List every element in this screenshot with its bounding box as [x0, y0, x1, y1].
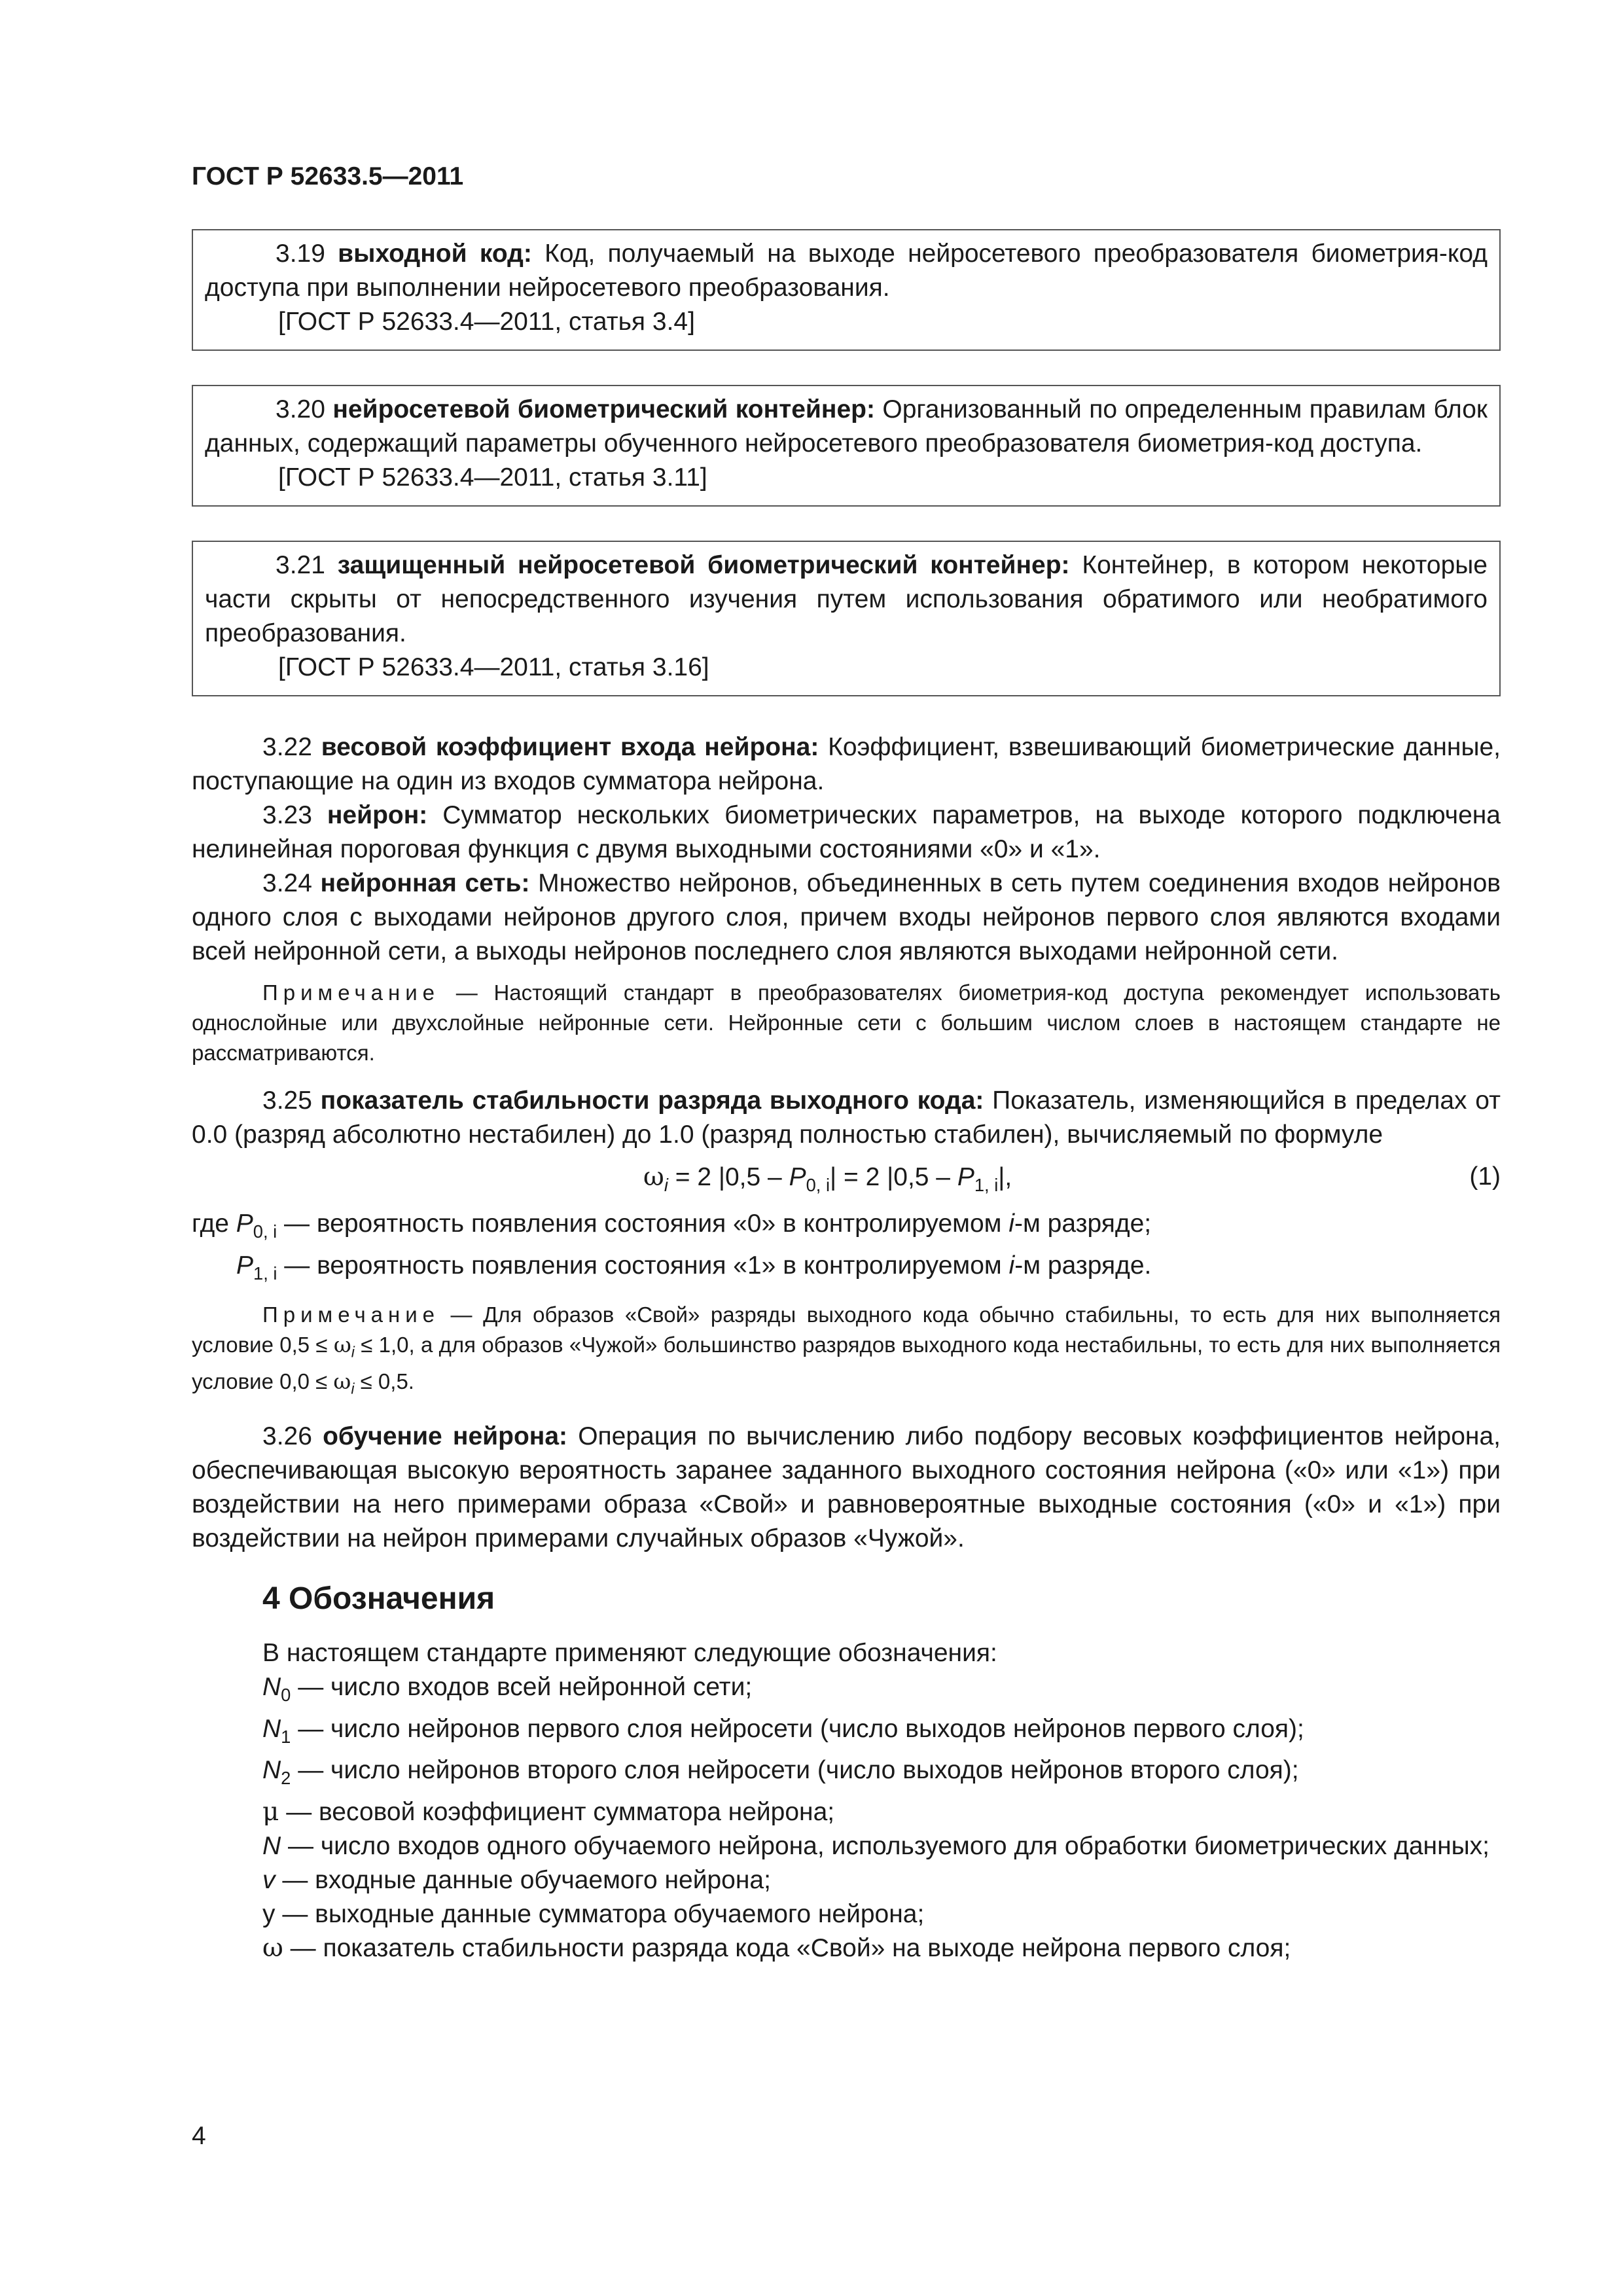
term-box-3-20: [192, 385, 1501, 507]
symbol-n1: [192, 1712, 1501, 1754]
page-number: 4: [192, 2122, 206, 2150]
symbol-mu: [192, 1795, 1501, 1829]
where-lead: где: [192, 1210, 236, 1238]
note-1: [192, 978, 1501, 1068]
symbol-text: — число нейронов первого слоя нейросети (число выходов нейронов первого слоя);: [291, 1714, 1304, 1743]
term-3-22: [192, 730, 1501, 798]
symbol-omega: [192, 1931, 1501, 1965]
formula-number: (1): [1469, 1162, 1501, 1191]
symbol: ω: [262, 1933, 283, 1964]
term-number: 3.25: [262, 1086, 321, 1115]
term-source: [ГОСТ Р 52633.4—2011, статья 3.16]: [278, 653, 709, 681]
note-label: Примечание: [262, 1302, 440, 1327]
note-2: [192, 1300, 1501, 1404]
formula-part: | = 2 |0,5 –: [830, 1163, 957, 1191]
term-title: показатель стабильности разряда выходного кода:: [320, 1086, 984, 1115]
term-definition: Операция по вычислению либо подбору весовых коэффициентов нейрона, обеспечивающая высокую вероятность заранее заданного выходного состояния нейрона («0» или «1») при воздействии на него примерами образа «Свой» и равновероятные выходные состояния («0» и «1») при воздействии на нейрон примерами случайных образов «Чужой».: [192, 1422, 1501, 1552]
p-symbol: P: [236, 1210, 253, 1238]
p-symbol: P: [236, 1251, 254, 1280]
omega-symbol: ω: [333, 1331, 351, 1357]
term-definition: Множество нейронов, объединенных в сеть путем соединения входов нейронов одного слоя с выходами нейронов другого слоя, причем входы нейронов первого слоя являются входами всей нейронной сети, а выходы нейронов последнего слоя являются выходами нейронной сети.: [192, 869, 1501, 965]
note-text: ≤ 1,0, а для образов «Чужой» большинство разрядов выходного кода нестабильны, то есть для них выполняется условие 0,0 ≤: [192, 1332, 1501, 1394]
term-source: [ГОСТ Р 52633.4—2011, статья 3.4]: [278, 308, 695, 336]
note-label: Примечание: [262, 980, 440, 1005]
term-3-21: [205, 548, 1488, 651]
symbol: N: [262, 1756, 281, 1785]
omega-symbol: ω: [643, 1162, 664, 1192]
symbol-n2: [192, 1753, 1501, 1795]
symbol-subscript: 0: [281, 1684, 291, 1705]
note-text: — Для образов «Свой» разряды выходного кода обычно стабильны, то есть для них выполняется условие 0,5 ≤: [192, 1302, 1501, 1357]
term-definition: Коэффициент, взвешивающий биометрические данные, поступающие на один из входов сумматора нейрона.: [192, 733, 1501, 795]
p-symbol: P: [789, 1163, 806, 1191]
where-text: — вероятность появления состояния «0» в контролируемом: [277, 1210, 1009, 1238]
term-3-20: [205, 393, 1488, 461]
term-number: 3.22: [262, 733, 321, 761]
term-title: нейросетевой биометрический контейнер:: [332, 395, 875, 423]
term-source: [ГОСТ Р 52633.4—2011, статья 3.11]: [278, 463, 707, 492]
formula-1: [192, 1158, 1501, 1202]
section-heading: 4 Обозначения: [262, 1581, 495, 1616]
symbol-text: — число нейронов второго слоя нейросети (число выходов нейронов второго слоя);: [291, 1756, 1299, 1785]
where-text: — вероятность появления состояния «1» в контролируемом: [277, 1251, 1009, 1280]
term-number: 3.19: [276, 240, 338, 268]
formula-expression: [643, 1162, 1012, 1196]
note-text: ≤ 0,5.: [354, 1369, 414, 1394]
symbol-v: [192, 1863, 1501, 1897]
symbol-text: — число входов одного обучаемого нейрона, используемого для обработки биометрических данных;: [281, 1832, 1489, 1861]
index-i: i: [664, 1174, 668, 1195]
symbol: y: [262, 1900, 276, 1929]
term-definition: Показатель, изменяющийся в пределах от 0.0 (разряд абсолютно нестабилен) до 1.0 (разряд полностью стабилен), вычисляемый по формуле: [192, 1086, 1501, 1149]
subscript-0i: 0, i: [806, 1174, 830, 1195]
symbol-text: — весовой коэффициент сумматора нейрона;: [279, 1798, 835, 1827]
symbol-n: [192, 1829, 1501, 1863]
term-title: нейрон:: [327, 801, 428, 829]
term-number: 3.21: [276, 551, 338, 579]
term-definition: Контейнер, в котором некоторые части скрыты от непосредственного изучения путем использования обратимого или необратимого преобразования.: [205, 551, 1488, 647]
symbol: v: [262, 1866, 276, 1895]
symbol: N: [262, 1832, 281, 1861]
section-intro: В настоящем стандарте применяют следующие обозначения:: [262, 1638, 997, 1667]
where-line-0: [192, 1207, 1501, 1249]
symbol-text: — показатель стабильности разряда кода «Свой» на выходе нейрона первого слоя;: [283, 1934, 1291, 1963]
term-title: выходной код:: [338, 240, 532, 268]
term-box-3-19: [192, 229, 1501, 351]
symbol-text: — выходные данные сумматора обучаемого нейрона;: [275, 1900, 925, 1929]
index-i: i: [351, 1380, 355, 1397]
symbol: μ: [262, 1797, 279, 1827]
formula-part: = 2 |0,5 –: [668, 1163, 789, 1191]
index-i: i: [351, 1343, 355, 1361]
symbol-text: — входные данные обучаемого нейрона;: [275, 1866, 771, 1895]
term-3-26: [192, 1420, 1501, 1556]
index-i: i: [1008, 1251, 1015, 1280]
term-3-19: [205, 237, 1488, 305]
term-number: 3.23: [262, 801, 327, 829]
term-title: весовой коэффициент входа нейрона:: [321, 733, 819, 761]
symbol-subscript: 1: [281, 1726, 291, 1747]
where-text: -м разряде;: [1014, 1210, 1152, 1238]
symbol: N: [262, 1672, 281, 1701]
term-definition: Организованный по определенным правилам блок данных, содержащий параметры обученного нейросетевого преобразователя биометрия-код доступа.: [205, 395, 1488, 457]
symbol-n0: [192, 1670, 1501, 1712]
term-title: нейронная сеть:: [320, 869, 530, 897]
subscript-0i: 0, i: [253, 1221, 277, 1242]
term-3-24: [192, 867, 1501, 969]
term-definition: Код, получаемый на выходе нейросетевого преобразователя биометрия-код доступа при выполнении нейросетевого преобразования.: [205, 240, 1488, 302]
term-3-23: [192, 798, 1501, 867]
subscript-1i: 1, i: [253, 1263, 277, 1283]
formula-part: |,: [998, 1163, 1012, 1191]
note-text: — Настоящий стандарт в преобразователях биометрия-код доступа рекомендует использовать однослойные или двухслойные нейронные сети. Нейронные сети с большим числом слоев в настоящем стандарте не рассматриваются.: [192, 980, 1501, 1065]
symbol-subscript: 2: [281, 1768, 291, 1789]
omega-symbol: ω: [333, 1369, 351, 1395]
term-number: 3.20: [276, 395, 333, 423]
term-3-25: [192, 1084, 1501, 1152]
where-line-1: [192, 1249, 1501, 1291]
symbol: N: [262, 1714, 281, 1743]
term-title: защищенный нейросетевой биометрический контейнер:: [337, 551, 1070, 579]
term-number: 3.26: [262, 1422, 323, 1450]
term-number: 3.24: [262, 869, 321, 897]
symbol-y: [192, 1897, 1501, 1931]
page-content: [192, 229, 1501, 1965]
document-header: ГОСТ Р 52633.5—2011: [192, 162, 464, 190]
symbol-text: — число входов всей нейронной сети;: [291, 1672, 753, 1701]
term-title: обучение нейрона:: [323, 1422, 568, 1450]
term-box-3-21: [192, 541, 1501, 696]
subscript-1i: 1, i: [974, 1174, 999, 1195]
where-text: -м разряде.: [1014, 1251, 1152, 1280]
p-symbol: P: [957, 1163, 974, 1191]
term-definition: Сумматор нескольких биометрических параметров, на выходе которого подключена нелинейная пороговая функция с двумя выходными состояниями «0» и «1».: [192, 801, 1501, 863]
index-i: i: [1008, 1210, 1015, 1238]
